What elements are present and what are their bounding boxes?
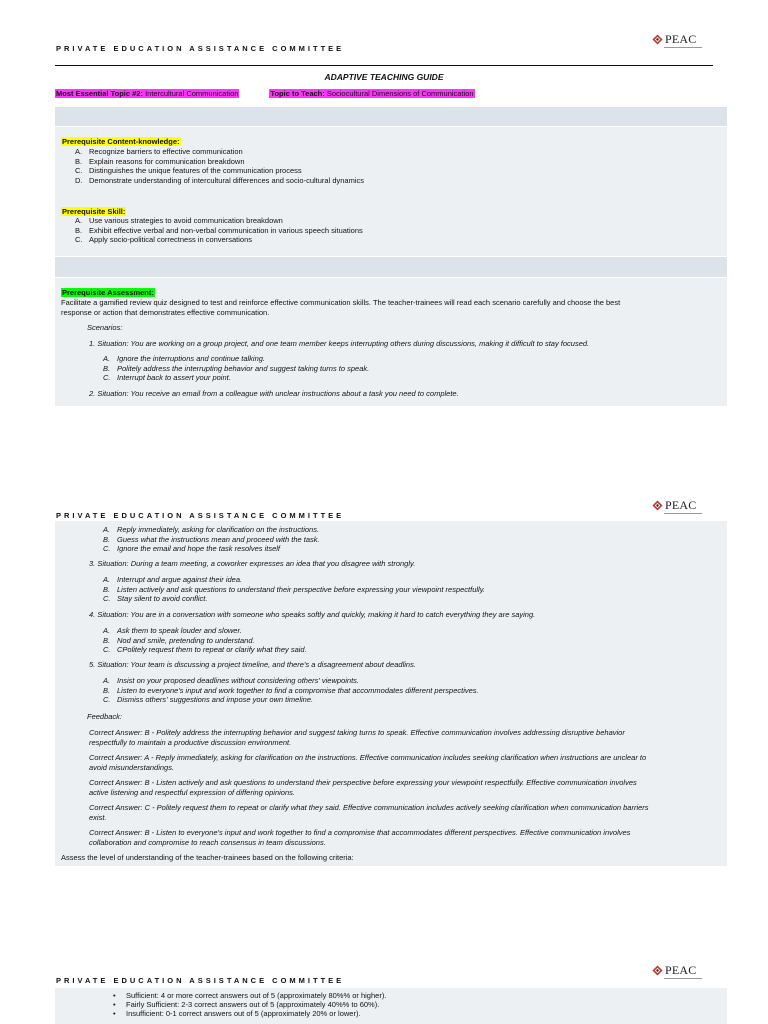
feedback-label: Feedback: [87,712,123,721]
assessment-title: Prerequisite Assessment: [62,288,154,297]
feedback-item: Correct Answer: B - Listen actively and ask questions to understand their perspective before expressing your viewpoint respectfully. Effective communication involves active listening and respectful expression of differing opinions. [89,778,637,797]
org-name-header: PRIVATE EDUCATION ASSISTANCE COMMITTEE [56,44,345,53]
list-item: B. Exhibit effective verbal and non-verbal communication in various speech situations [75,225,363,235]
met-label: Most Essential Topic #2: [56,89,143,98]
list-item: B. Politely address the interrupting behavior and suggest taking turns to speak. [103,363,370,373]
list-item: C. Stay silent to avoid conflict. [103,594,208,604]
scenario-4: 4. Situation: You are in a conversation with someone who speaks softly and quickly, making it hard to catch everything they are saying. [89,610,536,619]
list-item: B. Guess what the instructions mean and proceed with the task. [103,534,320,544]
list-item: C. Dismiss others' suggestions and impose your own timeline. [103,695,314,705]
list-item: B. Nod and smile, pretending to understand. [103,635,255,645]
met-value: Intercultural Communication [145,89,239,98]
list-item: • Fairly Sufficient: 2-3 correct answers out of 5 (approximately 40%% to 60%). [79,1001,699,1010]
list-item: A. Ignore the interruptions and continue talking. [103,354,266,363]
ttt-highlight [269,89,474,98]
scenario-2: 2. Situation: You receive an email from a colleague with unclear instructions about a task you need to complete. [89,389,459,398]
list-item: D. Demonstrate understanding of intercultural differences and socio-cultural dynamics [75,176,365,186]
criteria-intro: Assess the level of understanding of the teacher-trainees based on the following criteria: [61,853,354,862]
feedback-item: Correct Answer: B - Politely address the interrupting behavior and suggest taking turns to speak. Effective communication involves addressing disruptive behavior respectfully to maintain a productive discussion environment. [89,728,625,747]
guide-title: ADAPTIVE TEACHING GUIDE [324,72,444,82]
logo-underline [664,513,702,514]
scenario-2-options [89,525,709,554]
prereq-content-title: Prerequisite Content-knowledge: [62,137,180,146]
list-item: C. Apply socio-political correctness in conversations [75,235,252,245]
header-rule [55,65,713,66]
list-item: B. Explain reasons for communication breakdown [75,156,245,166]
scenario-4-options [89,626,709,655]
list-item: A. Insist on your proposed deadlines without considering others' viewpoints. [103,676,359,685]
list-item: A. Use various strategies to avoid communication breakdown [75,216,283,225]
list-item: A. Interrupt and argue against their idea. [103,575,243,584]
prereq-panel [55,127,727,256]
peac-logo: PEAC [652,962,704,978]
scenario-5-options [89,676,709,705]
org-name-header: PRIVATE EDUCATION ASSISTANCE COMMITTEE [56,976,345,985]
list-item: B. Listen to everyone's input and work together to find a compromise that accommodates different perspectives. [103,685,479,695]
list-item: • Insufficient: 0-1 correct answers out of 5 (approximately 20% or lower). [79,1010,699,1019]
peac-logo-icon [652,965,663,976]
scenario-1: 1. Situation: You are working on a group project, and one team member keeps interrupting others during discussions, making it difficult to stay focused. [89,339,590,348]
logo-underline [664,47,702,48]
scenario-3-options [89,575,709,604]
scenario-3: 3. Situation: During a team meeting, a coworker expresses an idea that you disagree with strongly. [89,559,416,568]
org-name-header: PRIVATE EDUCATION ASSISTANCE COMMITTEE [56,511,345,520]
list-item: A. Reply immediately, asking for clarification on the instructions. [103,525,320,534]
criteria-panel [55,988,727,1024]
assessment-panel [55,278,727,406]
peac-logo-icon [652,34,663,45]
list-item: C. Interrupt back to assert your point. [103,373,231,383]
feedback-item: Correct Answer: A - Reply immediately, asking for clarification on the instructions. Effective communication includes seeking clarification when instructions are unclear to avoid misunderstandings. [89,753,647,772]
list-item: C. Ignore the email and hope the task resolves itself [103,544,281,554]
list-item: A. Recognize barriers to effective communication [75,147,243,156]
scenarios-label: Scenarios: [87,323,123,332]
prereq-skill-title: Prerequisite Skill: [62,207,126,216]
list-item: • Sufficient: 4 or more correct answers out of 5 (approximately 80%% or higher). [79,992,699,1001]
peac-logo-icon [652,500,663,511]
prereq-skill-list [61,216,701,245]
list-item: B. Listen actively and ask questions to understand their perspective before expressing your viewpoint respectfully. [103,584,485,594]
peac-logo: PEAC [652,31,704,47]
ttt-value: Sociocultural Dimensions of Communication [326,89,474,98]
peac-logo: PEAC [652,497,704,513]
list-item: C. CPolitely request them to repeat or clarify what they said. [103,645,307,655]
list-item: A. Ask them to speak louder and slower. [103,626,242,635]
prereq-content-list [61,147,701,186]
criteria-list [79,992,699,1018]
section-band [55,257,727,277]
assessment-panel-continued [55,521,727,866]
ttt-label: Topic to Teach: [270,89,325,98]
list-item: C. Distinguishes the unique features of the communication process [75,166,302,176]
logo-underline [664,978,702,979]
feedback-item: Correct Answer: B - Listen to everyone's input and work together to find a compromise that accommodates different perspectives. Effective communication involves collaboration and compromise to reach consensus in team discussions. [89,828,631,847]
scenario-5: 5. Situation: Your team is discussing a project timeline, and there's a disagreement about deadlins. [89,660,416,669]
scenario-1-options [89,354,709,383]
assessment-intro: Facilitate a gamified review quiz designed to test and reinforce effective communication skills. The teacher-trainees will read each scenario carefully and choose the best response or action that demonstrates effective communication. [61,298,621,317]
met-highlight [55,89,239,98]
section-band [55,107,727,126]
topic-row [55,89,475,99]
feedback-item: Correct Answer: C - Politely request them to repeat or clarify what they said. Effective communication includes actively seeking clarification when communication barriers exist. [89,803,649,822]
